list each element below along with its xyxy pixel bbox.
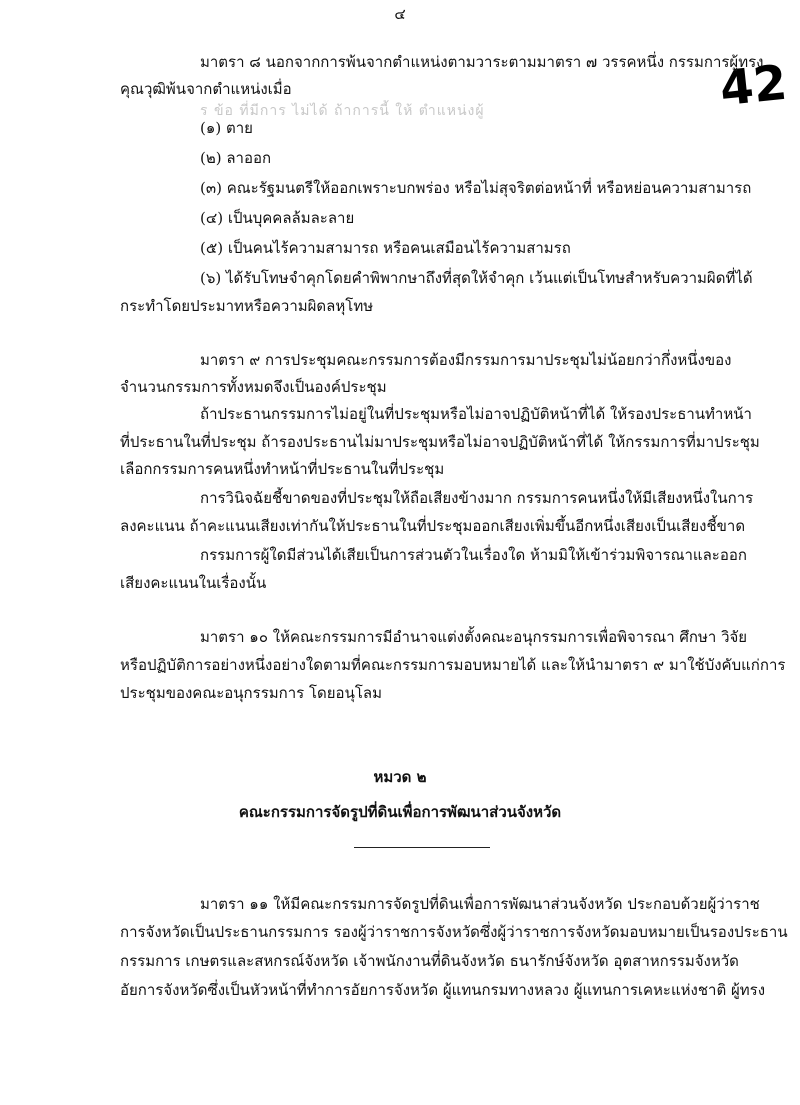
- section-9-para-2-line-1: ถ้าประธานกรรมการไม่อยู่ในที่ประชุมหรือไม่อาจปฏิบัติหน้าที่ได้ ให้รองประธานทำหน้า: [200, 405, 752, 423]
- handwritten-page-mark: 42: [717, 54, 790, 118]
- section-10-line-2: หรือปฏิบัติการอย่างหนึ่งอย่างใดตามที่คณะกรรมการมอบหมายได้ และให้นำมาตรา ๙ มาใช้บังคับแก่การ: [120, 656, 786, 674]
- chapter-label: หมวด ๒: [373, 768, 427, 786]
- section-8-item-4: (๔) เป็นบุคคลล้มละลาย: [200, 209, 355, 227]
- section-9-para-2-line-3: เลือกกรรมการคนหนึ่งทำหน้าที่ประธานในที่ประชุม: [120, 460, 445, 478]
- chapter-title: คณะกรรมการจัดรูปที่ดินเพื่อการพัฒนาส่วนจังหวัด: [238, 803, 562, 821]
- section-9-para-4-line-2: เสียงคะแนนในเรื่องนั้น: [120, 574, 267, 592]
- section-9-para-1-line-1: มาตรา ๙ การประชุมคณะกรรมการต้องมีกรรมการมาประชุมไม่น้อยกว่ากึ่งหนึ่งของ: [200, 351, 732, 369]
- section-8-item-5: (๕) เป็นคนไร้ความสามารถ หรือคนเสมือนไร้ความสามรถ: [200, 239, 571, 257]
- page-number: ๔: [394, 5, 406, 23]
- section-10-line-3: ประชุมของคณะอนุกรรมการ โดยอนุโลม: [120, 684, 382, 702]
- section-8-intro-line-2: คุณวุฒิพ้นจากตำแหน่งเมื่อ: [120, 80, 292, 98]
- section-9-para-3-line-1: การวินิจฉัยชี้ขาดของที่ประชุมให้ถือเสียงข้างมาก กรรมการคนหนึ่งให้มีเสียงหนึ่งในการ: [200, 489, 754, 507]
- section-8-item-3: (๓) คณะรัฐมนตรีให้ออกเพราะบกพร่อง หรือไม่สุจริตต่อหน้าที่ หรือหย่อนความสามารถ: [200, 179, 752, 197]
- section-8-item-1: (๑) ตาย: [200, 119, 253, 137]
- section-11-line-3: กรรมการ เกษตรและสหกรณ์จังหวัด เจ้าพนักงานที่ดินจังหวัด ธนารักษ์จังหวัด อุตสาหกรรมจังหวัด: [120, 952, 739, 970]
- section-8-item-6: (๖) ได้รับโทษจำคุกโดยคำพิพากษาถึงที่สุดให้จำคุก เว้นแต่เป็นโทษสำหรับความผิดที่ได้: [200, 269, 753, 287]
- section-11-line-2: การจังหวัดเป็นประธานกรรมการ รองผู้ว่าราชการจังหวัดซึ่งผู้ว่าราชการจังหวัดมอบหมายเป็นรองประธาน: [120, 923, 788, 941]
- section-8-item-6-continuation: กระทำโดยประมาทหรือความผิดลหุโทษ: [120, 297, 374, 315]
- section-9-para-1-line-2: จำนวนกรรมการทั้งหมดจึงเป็นองค์ประชุม: [120, 378, 387, 396]
- faint-bleed-through-text: ร ข้อ ที่มีการ ไม่ได้ ถ้าการนี้ ให้ ตำแหน่งผู้: [200, 103, 485, 119]
- section-9-para-4-line-1: กรรมการผู้ใดมีส่วนได้เสียเป็นการส่วนตัวในเรื่องใด ห้ามมิให้เข้าร่วมพิจารณาและออก: [200, 546, 747, 564]
- section-10-line-1: มาตรา ๑๐ ให้คณะกรรมการมีอำนาจแต่งตั้งคณะอนุกรรมการเพื่อพิจารณา ศึกษา วิจัย: [200, 628, 748, 646]
- section-8-intro-line-1: มาตรา ๘ นอกจากการพ้นจากตำแหน่งตามวาระตามมาตรา ๗ วรรคหนึ่ง กรรมการผู้ทรง: [200, 53, 764, 71]
- section-11-line-4: อัยการจังหวัดซึ่งเป็นหัวหน้าที่ทำการอัยการจังหวัด ผู้แทนกรมทางหลวง ผู้แทนการเคหะแห่งชาติ ผู้ทรง: [120, 981, 766, 999]
- section-8-item-2: (๒) ลาออก: [200, 149, 272, 167]
- section-9-para-3-line-2: ลงคะแนน ถ้าคะแนนเสียงเท่ากันให้ประธานในที่ประชุมออกเสียงเพิ่มขึ้นอีกหนึ่งเสียงเป็นเสียงชี้ขาด: [120, 517, 746, 535]
- section-11-line-1: มาตรา ๑๑ ให้มีคณะกรรมการจัดรูปที่ดินเพื่อการพัฒนาส่วนจังหวัด ประกอบด้วยผู้ว่าราช: [200, 895, 760, 913]
- section-9-para-2-line-2: ที่ประธานในที่ประชุม ถ้ารองประธานไม่มาประชุมหรือไม่อาจปฏิบัติหน้าที่ได้ ให้กรรมการที่มาประชุม: [120, 433, 760, 451]
- chapter-divider: [354, 847, 490, 848]
